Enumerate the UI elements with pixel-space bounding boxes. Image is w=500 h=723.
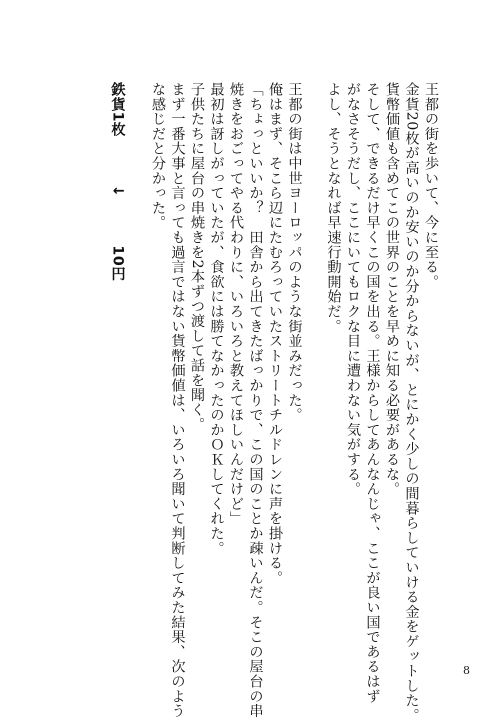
- text-line: そして、できるだけ早くこの国を出る。王様からしてあんなんじゃ、ここが良い国であるはず: [364, 82, 381, 704]
- currency-item: 鉄貨1枚: [109, 82, 126, 137]
- currency-value: 10円: [109, 245, 126, 282]
- page-number: 8: [463, 664, 470, 677]
- text-line: 焼きをおごってやる代わりに、いろいろと教えてほしいんだけど」: [228, 82, 244, 526]
- text-line: 俺はまず、そこら辺にたむろっていたストリートチルドレンに声を掛ける。: [267, 82, 283, 586]
- text-line: 「ちょっといいか？ 田舎から出てきたばっかりで、この国のことか疎いんだ。そこの屋台の串: [247, 82, 264, 719]
- paragraph-break: [127, 82, 148, 624]
- text-line: 王都の街を歩いて、今に至る。: [423, 82, 439, 290]
- text-line: がなさそうだし、ここにいてもロクな目に遭わない気がする。: [345, 82, 361, 497]
- vertical-text-body: [107, 82, 440, 723]
- text-line: 王都の街は中世ヨーロッパのような街並みだった。: [286, 82, 303, 423]
- currency-table-row: [107, 82, 127, 624]
- text-line: まず一番大事と言っても過言ではない貨幣価値は、いろいろ聞いて判断してみた結果、次のよう: [169, 82, 186, 719]
- text-line: 子供たちに屋台の串焼きを2本ずつ渡して話を聞く。: [189, 82, 205, 433]
- text-line: 最初は訝しがっていたが、食欲には勝てなかったのかＯＫしてくれた。: [208, 82, 225, 556]
- text-line: よし、そうとなれば早速行動開始だ。: [325, 82, 342, 334]
- arrow-icon: ↓: [109, 184, 126, 198]
- text-line: な感じだと分かった。: [150, 82, 166, 230]
- text-line: 貨幣価値も含めてこの世界のことを早めに知る必要があるな。: [384, 82, 400, 497]
- paragraph-break: [304, 82, 324, 624]
- text-line: 金貨20枚が高いのか安いのか分からないが、とにかく少しの間暮らしていける金をゲットした。: [403, 82, 420, 723]
